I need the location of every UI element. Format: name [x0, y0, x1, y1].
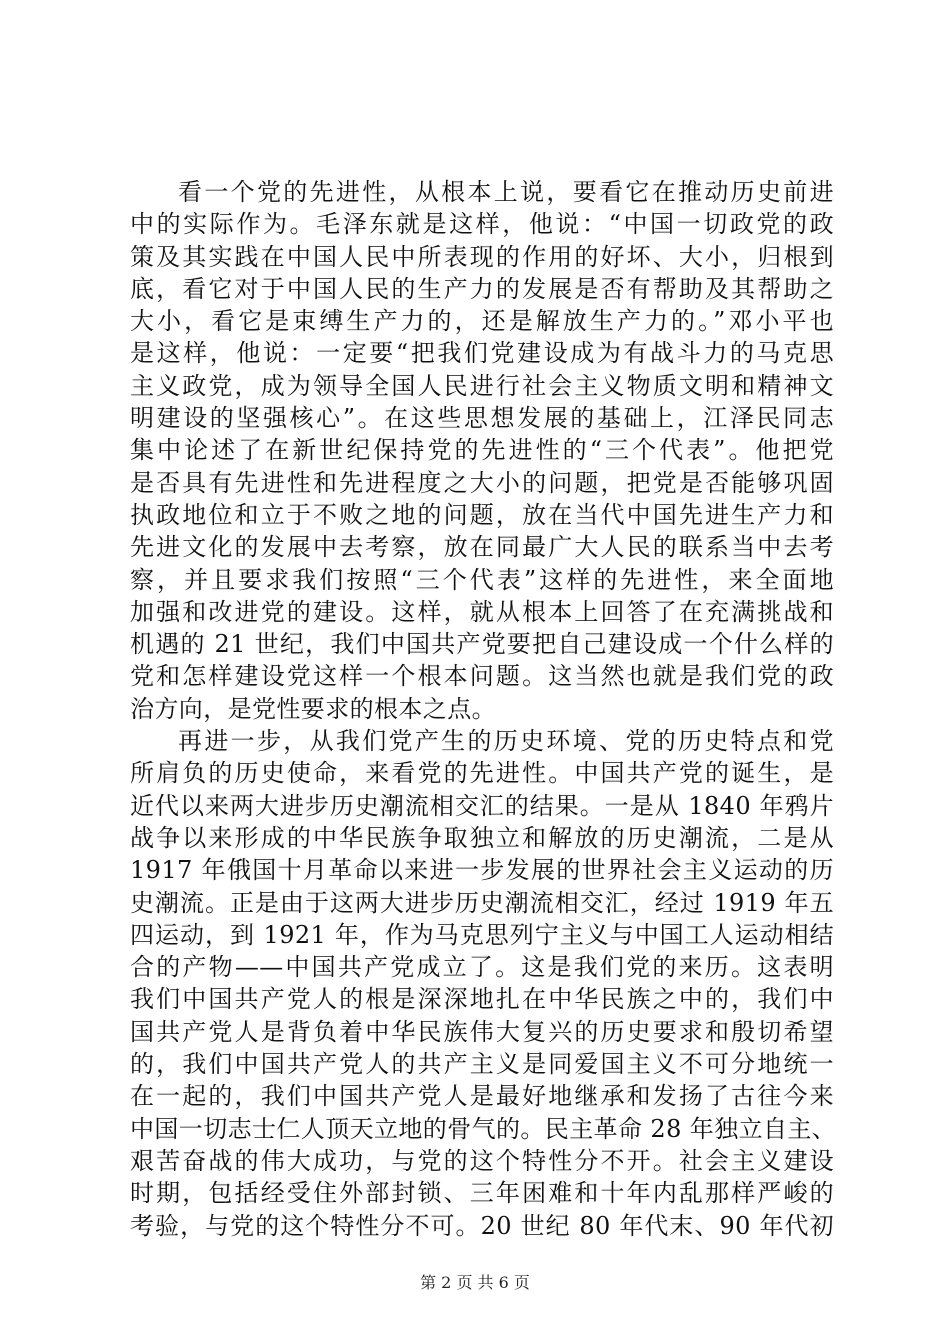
text-line: 时期，包括经受住外部封锁、三年困难和十年内乱那样严峻的: [130, 1179, 834, 1208]
text-line: 近代以来两大进步历史潮流相交汇的结果。一是从 1840 年鸦片: [130, 791, 834, 820]
text-line: 合的产物——中国共产党成立了。这是我们党的来历。这表明: [130, 953, 834, 982]
text-line: 看一个党的先进性，从根本上说，要看它在推动历史前进: [178, 178, 834, 206]
paragraph-1: [130, 176, 834, 725]
text-line: 加强和改进党的建设。这样，就从根本上回答了在充满挑战和: [130, 597, 834, 626]
text-line: 四运动，到 1921 年，作为马克思列宁主义与中国工人运动相结: [130, 920, 834, 949]
text-line: 集中论述了在新世纪保持党的先进性的“三个代表”。他把党: [130, 436, 834, 465]
text-line: 所肩负的历史使命，来看党的先进性。中国共产党的诞生，是: [130, 759, 834, 788]
text-line: 策及其实践在中国人民中所表现的作用的好坏、大小，归根到: [130, 242, 834, 271]
text-line: 治方向，是党性要求的根本之点。: [130, 694, 496, 723]
text-line: 明建设的坚强核心”。在这些思想发展的基础上，江泽民同志: [130, 404, 834, 433]
text-line: 党和怎样建设党这样一个根本问题。这当然也就是我们党的政: [130, 662, 834, 691]
text-line: 国共产党人是背负着中华民族伟大复兴的历史要求和殷切希望: [130, 1017, 834, 1046]
text-line: 在一起的，我们中国共产党人是最好地继承和发扬了古往今来: [130, 1082, 834, 1111]
text-line: 是这样，他说：一定要“把我们党建设成为有战斗力的马克思: [130, 339, 834, 368]
text-line: 察，并且要求我们按照“三个代表”这样的先进性，来全面地: [130, 565, 834, 594]
text-line: 的，我们中国共产党人的共产主义是同爱国主义不可分地统一: [130, 1050, 834, 1079]
text-line: 战争以来形成的中华民族争取独立和解放的历史潮流，二是从: [130, 823, 834, 852]
paragraph-2: [130, 725, 837, 1242]
text-line: 我们中国共产党人的根是深深地扎在中华民族之中的，我们中: [130, 985, 834, 1014]
text-line: 中的实际作为。毛泽东就是这样，他说：“中国一切政党的政: [130, 210, 834, 239]
text-line: 考验，与党的这个特性分不可。20 世纪 80 年代末、90 年代初: [130, 1211, 834, 1240]
text-line: 执政地位和立于不败之地的问题，放在当代中国先进生产力和: [130, 500, 834, 529]
text-line: 艰苦奋战的伟大成功，与党的这个特性分不开。社会主义建设: [130, 1146, 834, 1175]
text-line: 底，看它对于中国人民的生产力的发展是否有帮助及其帮助之: [130, 274, 834, 303]
document-body: [130, 176, 837, 1242]
page-number-footer: 第 2 页 共 6 页: [420, 1273, 530, 1292]
text-line: 主义政党，成为领导全国人民进行社会主义物质文明和精神文: [130, 371, 834, 400]
text-line: 先进文化的发展中去考察，放在同最广大人民的联系当中去考: [130, 533, 834, 562]
text-line: 是否具有先进性和先进程度之大小的问题，把党是否能够巩固: [130, 468, 834, 497]
text-line: 中国一切志士仁人顶天立地的骨气的。民主革命 28 年独立自主、: [130, 1114, 837, 1143]
text-line: 大小，看它是束缚生产力的，还是解放生产力的。”邓小平也: [130, 307, 834, 336]
text-line: 1917 年俄国十月革命以来进一步发展的世界社会主义运动的历: [130, 856, 834, 885]
text-line: 史潮流。正是由于这两大进步历史潮流相交汇，经过 1919 年五: [130, 888, 834, 917]
text-line: 再进一步，从我们党产生的历史环境、党的历史特点和党: [178, 727, 834, 756]
text-line: 机遇的 21 世纪，我们中国共产党要把自己建设成一个什么样的: [130, 630, 834, 659]
